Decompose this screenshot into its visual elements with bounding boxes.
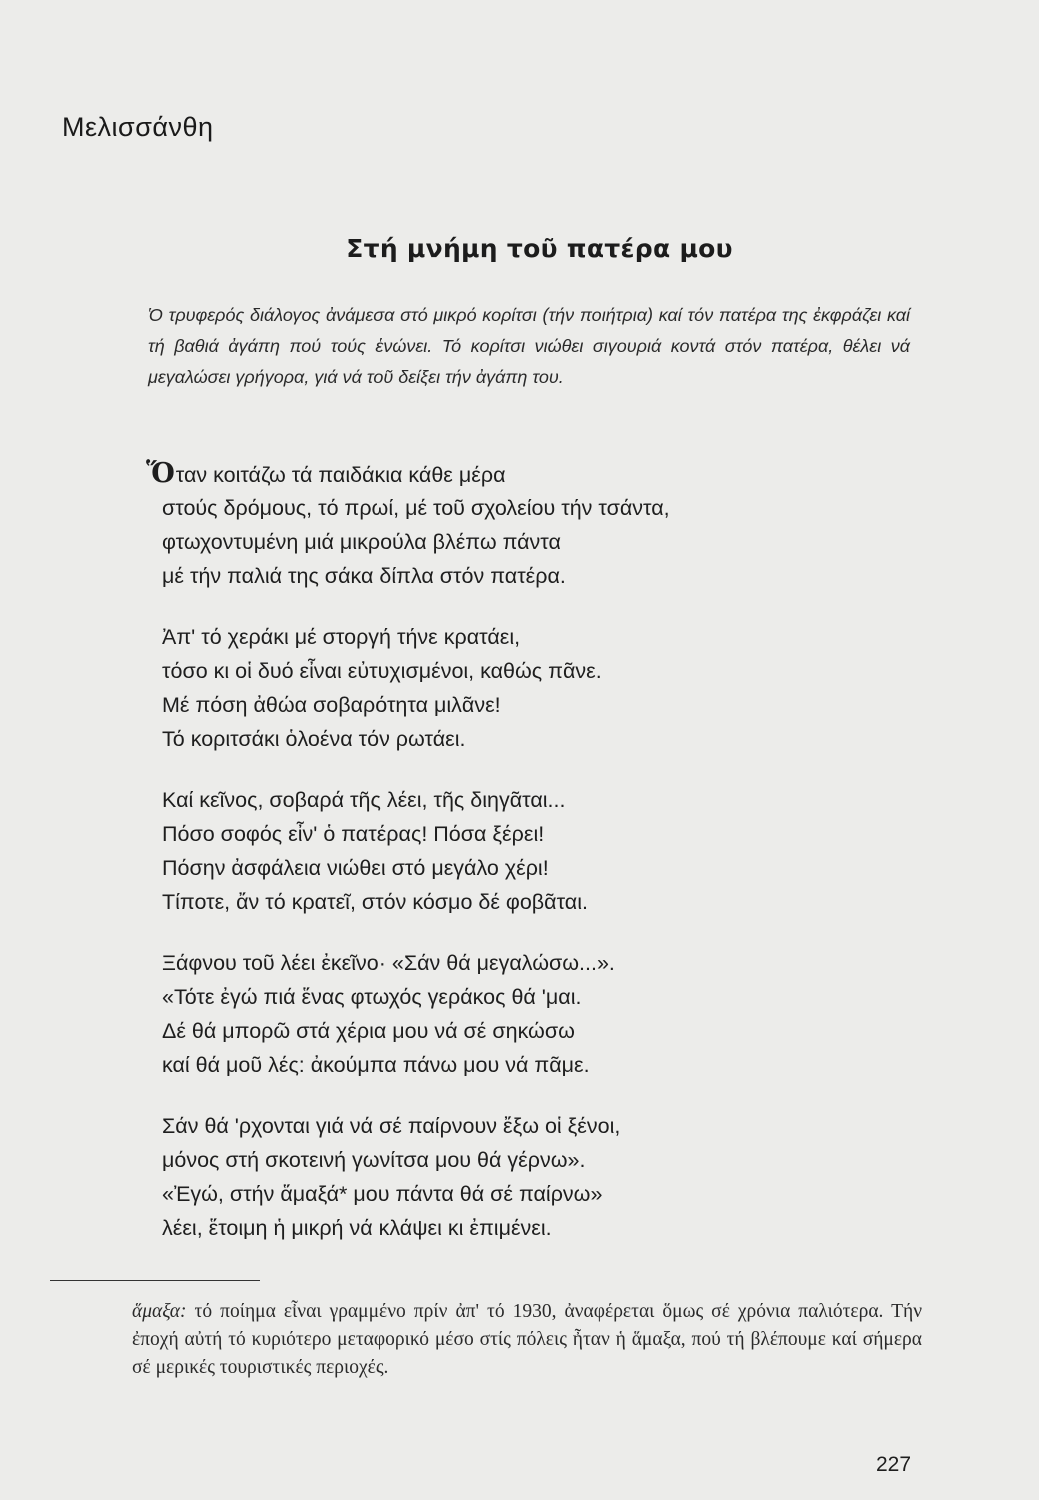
poem-body (146, 457, 882, 1272)
poem-line: καί θά μοῦ λές: ἀκούμπα πάνω μου νά πᾶμε. (162, 1053, 590, 1077)
poem-line: Σάν θά 'ρχονται γιά νά σέ παίρνουν ἔξω οἱ ξένοι, (162, 1114, 621, 1138)
poem-line: μέ τήν παλιά της σάκα δίπλα στόν πατέρα. (162, 564, 566, 588)
stanza-5 (162, 1109, 882, 1245)
footnote-paragraph (132, 1298, 922, 1382)
poem-line: Πόσην ἀσφάλεια νιώθει στό μεγάλο χέρι! (162, 856, 549, 880)
poem-title: Στή μνήμη τοῦ πατέρα μου (346, 234, 733, 263)
poem-line-text: ταν κοιτάζω τά παιδάκια κάθε μέρα (175, 463, 506, 487)
poem-title-wrap (0, 234, 1039, 263)
drop-cap: Ὅ (146, 458, 175, 489)
page-number: 227 (876, 1453, 912, 1476)
stanza-4 (162, 946, 882, 1082)
poem-line: στούς δρόμους, τό πρωί, μέ τοῦ σχολείου τήν τσάντα, (162, 496, 670, 520)
poem-line: Πόσο σοφός εἶν' ὁ πατέρας! Πόσα ξέρει! (162, 822, 545, 846)
poem-line: Τό κοριτσάκι ὁλοένα τόν ρωτάει. (162, 727, 466, 751)
poem-line: λέει, ἕτοιμη ἡ μικρή νά κλάψει κι ἐπιμένει. (162, 1216, 552, 1240)
stanza-3 (162, 783, 882, 919)
poem-line: «Ἐγώ, στήν ἅμαξά* μου πάντα θά σέ παίρνω» (162, 1182, 603, 1206)
poem-line (146, 457, 882, 491)
poem-line: Ἀπ' τό χεράκι μέ στοργή τήνε κρατάει, (162, 625, 521, 649)
author-name: Μελισσάνθη (62, 112, 214, 142)
poem-line: Ξάφνου τοῦ λέει ἐκεῖνο· «Σάν θά μεγαλώσω...». (162, 951, 615, 975)
poem-line: Καί κεῖνος, σοβαρά τῆς λέει, τῆς διηγᾶται... (162, 788, 566, 812)
poem-line: Τίποτε, ἄν τό κρατεῖ, στόν κόσμο δέ φοβᾶται. (162, 890, 588, 914)
footnote-text: τό ποίημα εἶναι γραμμένο πρίν ἀπ' τό 1930, ἀναφέρεται ὅμως σέ χρόνια παλιότερα. Τήν ἐποχή αὐτή τό κυριότερο μεταφορικό μέσο στίς πόλεις ἦταν ἡ ἅμαξα, πού τή βλέπουμε καί σήμερα σέ μερικές τουριστικές περιοχές. (132, 1301, 923, 1378)
footnote (132, 1298, 922, 1382)
stanza-1 (146, 457, 882, 593)
poem-line: φτωχοντυμένη μιά μικρούλα βλέπω πάντα (162, 530, 561, 554)
poem-line: Μέ πόση ἀθώα σοβαρότητα μιλᾶνε! (162, 693, 501, 717)
footnote-term: ἅμαξα: (132, 1301, 187, 1322)
intro-paragraph (148, 300, 910, 393)
poem-line: Δέ θά μπορῶ στά χέρια μου νά σέ σηκώσω (162, 1019, 575, 1043)
stanza-2 (162, 620, 882, 756)
poem-line: «Τότε ἐγώ πιά ἕνας φτωχός γεράκος θά 'μαι. (162, 985, 582, 1009)
poem-line: μόνος στή σκοτεινή γωνίτσα μου θά γέρνω». (162, 1148, 586, 1172)
intro-text: Ὁ τρυφερός διάλογος ἀνάμεσα στό μικρό κορίτσι (τήν ποιήτρια) καί τόν πατέρα της ἐκφράζει καί τή βαθιά ἀγάπη πού τούς ἑνώνει. Τό κορίτσι νιώθει σιγουριά κοντά στόν πατέρα, θέλει νά μεγαλώσει γρήγορα, γιά νά τοῦ δείξει τήν ἀγάπη του. (148, 305, 910, 387)
poem-line: τόσο κι οἱ δυό εἶναι εὐτυχισμένοι, καθώς πᾶνε. (162, 659, 602, 683)
footnote-divider (50, 1280, 260, 1281)
